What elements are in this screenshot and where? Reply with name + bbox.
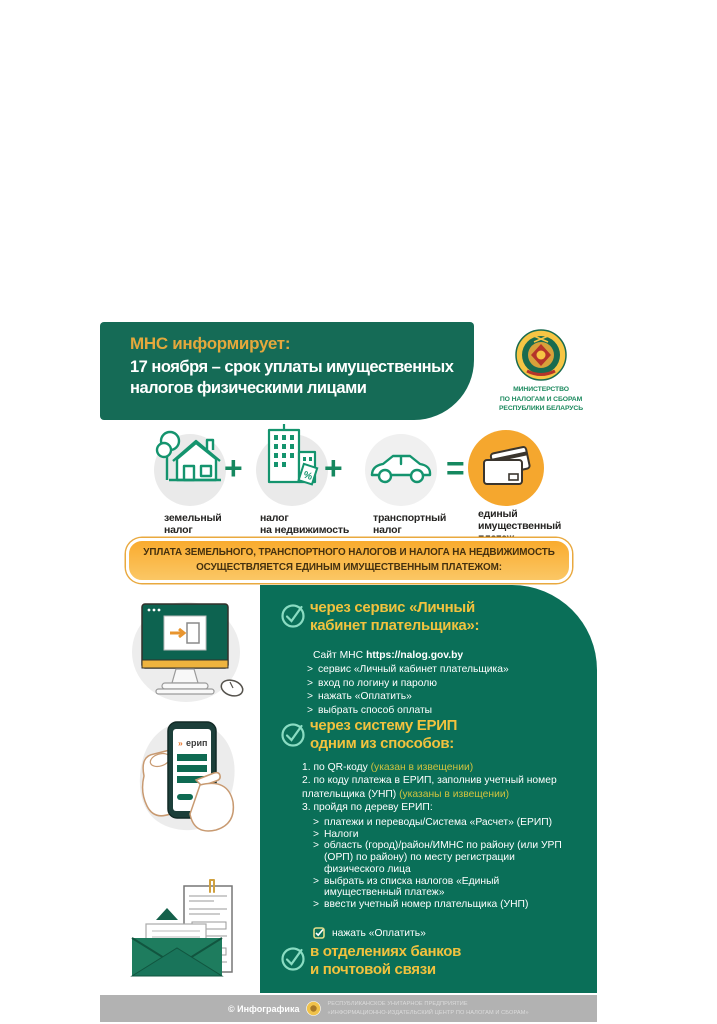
payment-methods-panel xyxy=(260,585,597,993)
footer-bar xyxy=(100,995,597,1022)
credit-cards-icon xyxy=(480,444,532,490)
payment-rule-banner xyxy=(126,538,572,583)
footer-organization: РЕСПУБЛИКАНСКОЕ УНИТАРНОЕ ПРЕДПРИЯТИЕ «ИНФОРМАЦИОННО-ИЗДАТЕЛЬСКИЙ ЦЕНТР ПО НАЛОГАМ И СБОРАМ» xyxy=(327,1001,529,1016)
header-title-line: 17 ноября – срок уплаты имущественных xyxy=(130,358,454,376)
ministry-logo-block xyxy=(488,328,594,414)
header-band xyxy=(100,322,474,420)
list-item: 3. пройдя по дереву ЕРИП: xyxy=(302,802,433,814)
list-item: > выбрать способ оплаты xyxy=(307,704,433,716)
transport-tax-label: транспортный налог xyxy=(373,512,447,537)
svg-text:%: % xyxy=(301,469,314,483)
svg-text:»: » xyxy=(178,738,183,748)
building-icon xyxy=(263,422,321,488)
site-url: https://nalog.gov.by xyxy=(366,650,464,661)
list-item: > Налоги xyxy=(313,828,359,840)
check-circle-icon xyxy=(280,721,306,747)
check-circle-icon xyxy=(280,945,306,971)
computer-illustration xyxy=(126,598,250,710)
section2-steps xyxy=(302,761,574,815)
tax-equation-row xyxy=(100,422,597,538)
section2-heading: через систему ЕРИП одним из способов: xyxy=(310,717,458,752)
site-line xyxy=(307,649,577,662)
svg-text:ерип: ерип xyxy=(186,738,208,748)
plus-operator: + xyxy=(324,450,343,486)
checkbox-icon xyxy=(313,927,325,939)
infographic-sheet xyxy=(100,322,597,1022)
list-item: > платежи и переводы/Система «Расчет» (ЕРИП) xyxy=(313,817,553,828)
realestate-tax-label: налог на недвижимость xyxy=(260,512,350,537)
ministry-name: МИНИСТЕРСТВО ПО НАЛОГАМ И СБОРАМ РЕСПУБЛИКИ БЕЛАРУСЬ xyxy=(498,386,584,413)
pay-confirm-line: нажать «Оплатить» xyxy=(313,927,426,939)
equals-operator: = xyxy=(446,450,465,486)
phone-erip-illustration xyxy=(130,716,246,844)
header-badge: МНС информирует: xyxy=(130,334,291,353)
ministry-emblem-icon xyxy=(514,328,568,382)
list-item: > ввести учетный номер плательщика (УНП) xyxy=(313,898,529,910)
house-tree-icon xyxy=(155,426,225,488)
footer-copyright: © Инфографика xyxy=(228,1003,300,1014)
list-item: > сервис «Личный кабинет плательщика» xyxy=(307,664,509,676)
single-payment-label: единый имущественный xyxy=(478,508,562,533)
list-item: > вход по логину и паролю xyxy=(307,677,437,689)
site-label: Сайт МНС xyxy=(313,650,364,661)
land-tax-label: земельный налог xyxy=(164,512,222,537)
header-title xyxy=(130,357,453,399)
list-item: > область (город)/район/ИМНС по району (или УРП (ОРП) по району) по месту регистрации физического лица xyxy=(313,840,562,875)
list-item: > выбрать из списка налогов «Единый имущественный платеж» xyxy=(313,875,500,899)
section1-heading: через сервис «Личный кабинет плательщика»: xyxy=(310,599,480,634)
banner-line: УПЛАТА ЗЕМЕЛЬНОГО, ТРАНСПОРТНОГО НАЛОГОВ И НАЛОГА НА НЕДВИЖИМОСТЬ xyxy=(143,546,555,558)
publisher-emblem-icon xyxy=(306,1001,321,1016)
list-item: > нажать «Оплатить» xyxy=(307,691,412,703)
list-item: 1. по QR-коду (указан в извещении) xyxy=(302,762,474,773)
erip-tree-list xyxy=(313,817,565,911)
check-circle-icon xyxy=(280,602,306,628)
section1-bullets xyxy=(307,663,577,717)
section3-heading: в отделениях банков и почтовой связи xyxy=(310,943,462,978)
section1-body xyxy=(307,649,577,717)
banner-line: ОСУЩЕСТВЛЯЕТСЯ ЕДИНЫМ ИМУЩЕСТВЕННЫМ ПЛАТЕЖОМ: xyxy=(196,561,502,573)
header-title-line: налогов физическими лицами xyxy=(130,379,367,398)
car-icon xyxy=(368,448,434,486)
plus-operator: + xyxy=(224,450,243,486)
envelope-mail-illustration xyxy=(126,878,248,990)
list-item: 2. по коду платежа в ЕРИП, заполнив учетный номер плательщика (УНП) (указаны в извещении) xyxy=(302,775,557,800)
